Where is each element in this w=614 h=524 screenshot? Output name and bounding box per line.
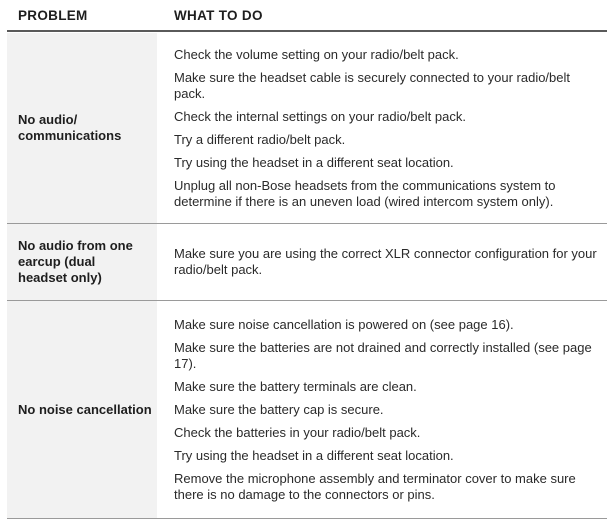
action-item: Try a different radio/belt pack. — [174, 131, 346, 147]
header-what-to-do: WHAT TO DO — [174, 8, 263, 23]
action-item: Make sure you are using the correct XLR connector configuration for your radio/belt pack. — [174, 246, 597, 277]
header-problem: PROBLEM — [18, 8, 88, 23]
action-item: Make sure the battery cap is secure. — [174, 401, 384, 417]
action-item: Try using the headset in a different seat location. — [174, 154, 454, 170]
table-header — [7, 0, 607, 32]
action-item: Make sure the headset cable is securely connected to your radio/belt pack. — [174, 69, 571, 101]
problem-label: No audio from one earcup (dual headset only) — [18, 238, 133, 285]
troubleshooting-table — [7, 0, 607, 518]
action-item: Make sure the batteries are not drained and correctly installed (see page 17). — [174, 339, 592, 371]
problem-cell — [7, 112, 157, 144]
action-item: Check the internal settings on your radio/belt pack. — [174, 108, 466, 124]
actions-cell — [157, 301, 607, 518]
table-row — [7, 33, 607, 223]
actions-cell — [157, 224, 607, 300]
action-item: Remove the microphone assembly and terminator cover to make sure there is no damage to the connectors or pins. — [174, 470, 576, 502]
actions-cell — [157, 33, 607, 223]
table-row — [7, 300, 607, 518]
action-item: Check the volume setting on your radio/belt pack. — [174, 46, 459, 62]
table-row — [7, 223, 607, 300]
table-bottom-rule — [7, 518, 607, 519]
action-item: Unplug all non-Bose headsets from the communications system to determine if there is an uneven load (wired intercom system only). — [174, 177, 556, 209]
action-item: Try using the headset in a different seat location. — [174, 447, 454, 463]
action-item: Check the batteries in your radio/belt pack. — [174, 424, 421, 440]
problem-cell — [7, 238, 157, 286]
action-item: Make sure the battery terminals are clean. — [174, 378, 417, 394]
problem-label: No audio/ communications — [18, 112, 122, 143]
action-item: Make sure noise cancellation is powered on (see page 16). — [174, 316, 514, 332]
problem-cell — [7, 402, 157, 418]
problem-label: No noise cancellation — [18, 401, 152, 417]
